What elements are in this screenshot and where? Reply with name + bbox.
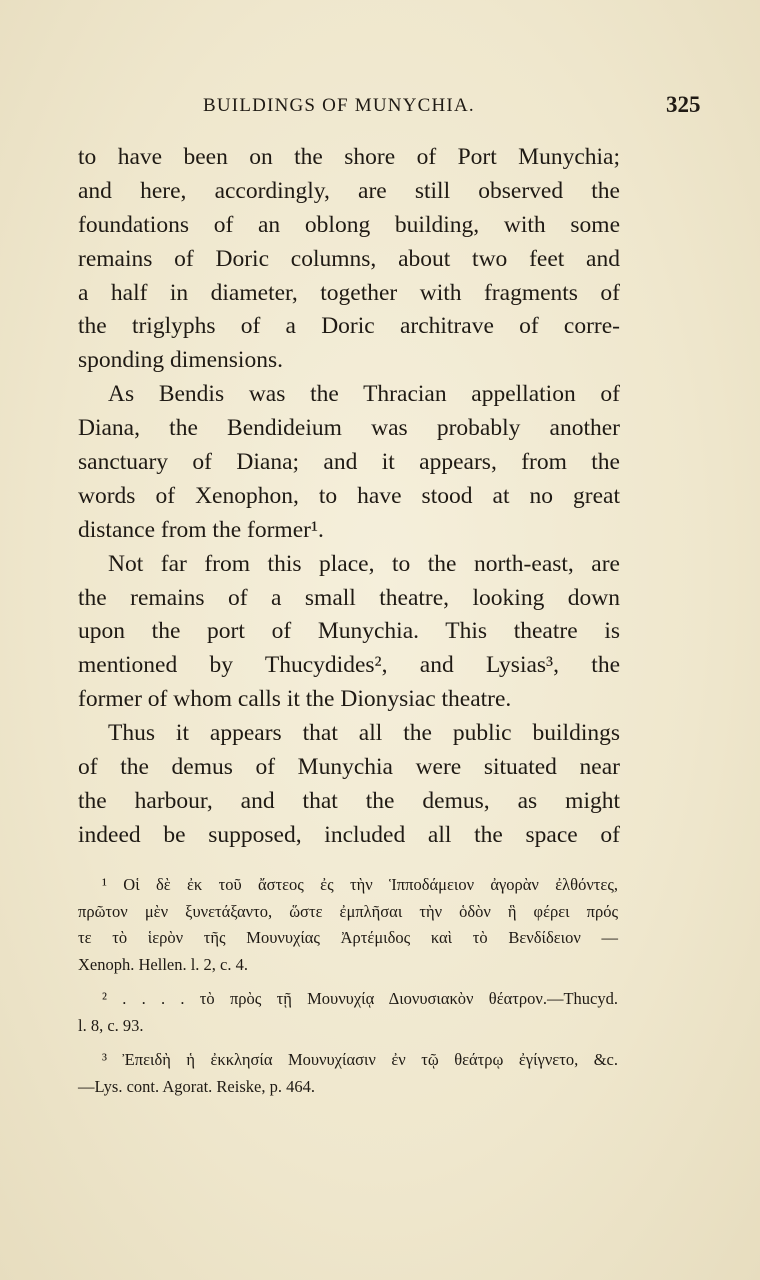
body-line: the remains of a small theatre, looking down	[78, 584, 620, 611]
body-line: a half in diameter, together with fragments of	[78, 279, 620, 306]
footnotes	[78, 872, 618, 1100]
body-line: of the demus of Munychia were situated near	[78, 754, 620, 781]
body-line: Diana, the Bendideium was probably another	[78, 415, 620, 442]
running-head	[0, 92, 760, 125]
body-line: distance from the former¹.	[78, 516, 324, 543]
body-line: to have been on the shore of Port Munychia;	[78, 144, 620, 170]
footnote-1-line: τε τὸ ἱερὸν τῆς Μουνυχίας Ἀρτέμιδος καὶ τὸ Βενδίδειον —	[78, 928, 618, 947]
page-number: 325	[666, 92, 701, 117]
body-text	[78, 141, 620, 853]
body-line: the triglyphs of a Doric architrave of corre-	[78, 313, 620, 340]
paragraph-start-line: As Bendis was the Thracian appellation of	[108, 381, 620, 408]
paragraph-start-line: Thus it appears that all the public buildings	[108, 720, 620, 747]
body-line: indeed be supposed, included all the space of	[78, 821, 620, 848]
body-line: foundations of an oblong building, with some	[78, 211, 620, 238]
body-line: former of whom calls it the Dionysiac theatre.	[78, 686, 512, 713]
footnote-1-line: ¹ Οἱ δὲ ἐκ τοῦ ἄστεος ἐς τὴν Ἱπποδάμειον ἀγορὰν ἐλθόντες,	[102, 875, 618, 894]
body-line: upon the port of Munychia. This theatre is	[78, 618, 620, 645]
body-line: the harbour, and that the demus, as might	[78, 787, 620, 814]
footnote-2-line: ² . . . . τὸ πρὸς τῇ Μουνυχίᾳ Διονυσιακὸν θέατρον.—Thucyd.	[102, 989, 618, 1008]
body-line: words of Xenophon, to have stood at no great	[78, 482, 620, 509]
running-title: BUILDINGS OF MUNYCHIA.	[203, 95, 475, 116]
body-line: sanctuary of Diana; and it appears, from the	[78, 449, 620, 476]
footnote-2-line: l. 8, c. 93.	[78, 1015, 144, 1035]
body-line: mentioned by Thucydides², and Lysias³, the	[78, 652, 620, 679]
footnote-1-line: πρῶτον μὲν ξυνετάξαντο, ὥστε ἐμπλῆσαι τὴν ὁδὸν ἣ φέρει πρός	[78, 901, 618, 921]
footnote-3-line: ³ Ἐπειδὴ ἡ ἐκκλησία Μουνυχίασιν ἐν τῷ θεάτρῳ ἐγίγνετο, &c.	[102, 1050, 618, 1069]
footnote-1-line: Xenoph. Hellen. l. 2, c. 4.	[78, 954, 249, 974]
footnote-3-line: —Lys. cont. Agorat. Reiske, p. 464.	[78, 1076, 315, 1096]
paragraph-start-line: Not far from this place, to the north-east, are	[108, 550, 620, 577]
body-line: remains of Doric columns, about two feet and	[78, 245, 620, 272]
body-line: and here, accordingly, are still observed the	[78, 177, 620, 204]
body-line: sponding dimensions.	[78, 347, 283, 374]
